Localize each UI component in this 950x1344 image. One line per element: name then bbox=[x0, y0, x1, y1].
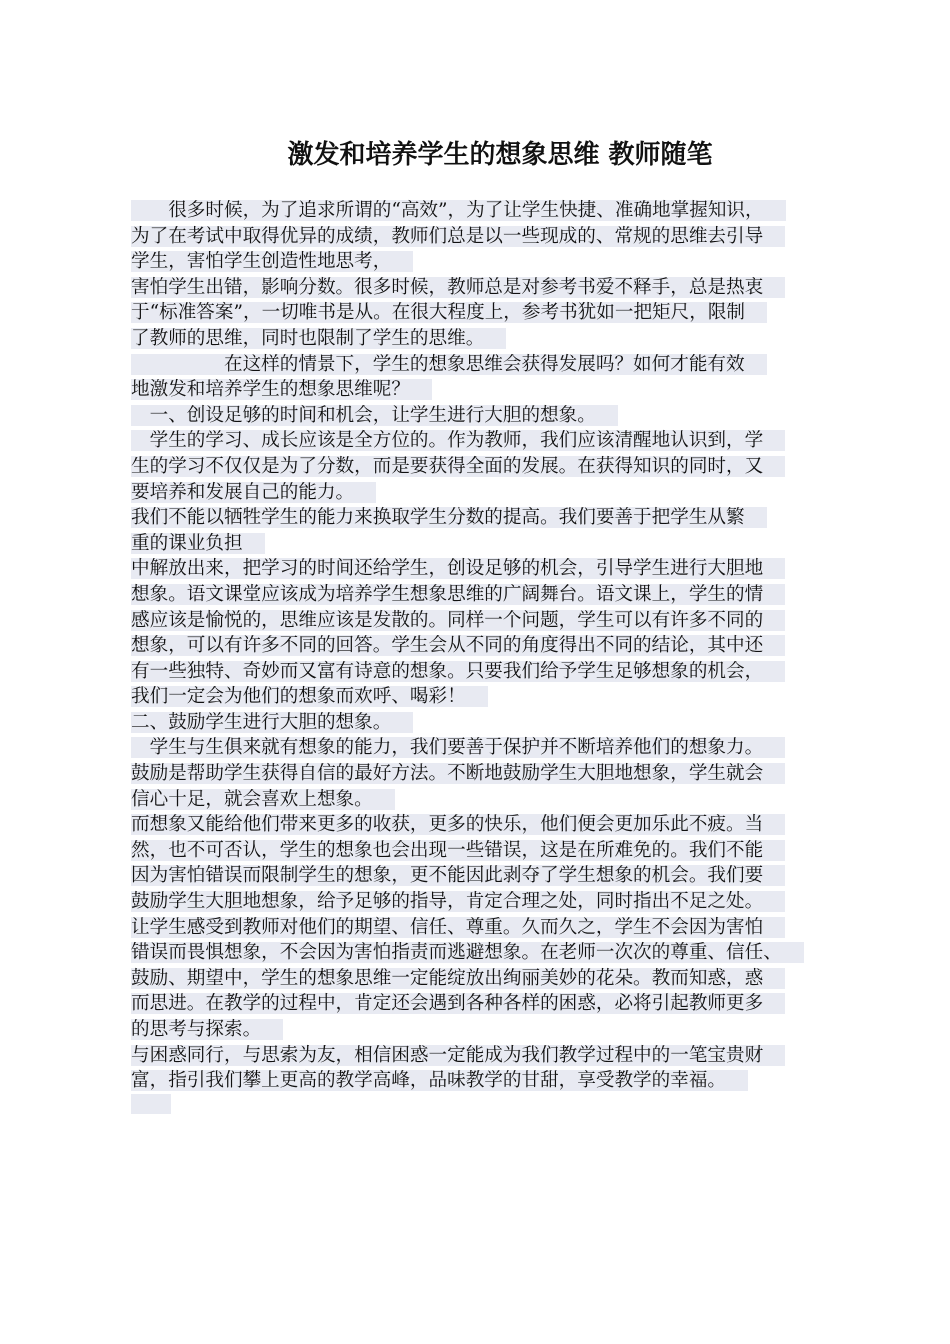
text-line: 我们不能以牺牲学生的能力来换取学生分数的提高。我们要善于把学生从繁 bbox=[131, 505, 851, 531]
text-line: 学生，害怕学生创造性地思考， bbox=[131, 249, 851, 275]
text-line: 了教师的思维，同时也限制了学生的思维。 bbox=[131, 326, 851, 352]
text-line: 想象。语文课堂应该成为培养学生想象思维的广阔舞台。语文课上，学生的情 bbox=[131, 582, 851, 608]
text-line: 而思进。在教学的过程中，肯定还会遇到各种各样的困惑，必将引起教师更多 bbox=[131, 991, 851, 1017]
text-line: 错误而畏惧想象，不会因为害怕指责而逃避想象。在老师一次次的尊重、信任、 bbox=[131, 940, 851, 966]
text-line: 于“标准答案”，一切唯书是从。在很大程度上，参考书犹如一把矩尺，限制 bbox=[131, 300, 851, 326]
text-line: 学生与生俱来就有想象的能力，我们要善于保护并不断培养他们的想象力。 bbox=[131, 735, 851, 761]
text-line: 为了在考试中取得优异的成绩，教师们总是以一些现成的、常规的思维去引导 bbox=[131, 224, 851, 250]
text-line: 与困惑同行，与思索为友，相信困惑一定能成为我们教学过程中的一笔宝贵财 bbox=[131, 1043, 851, 1069]
text-line: 感应该是愉悦的，思维应该是发散的。同样一个问题，学生可以有许多不同的 bbox=[131, 608, 851, 634]
text-line: 在这样的情景下，学生的想象思维会获得发展吗？如何才能有效 bbox=[131, 352, 851, 378]
text-line: 因为害怕错误而限制学生的想象，更不能因此剥夺了学生想象的机会。我们要 bbox=[131, 863, 851, 889]
text-line: 生的学习不仅仅是为了分数，而是要获得全面的发展。在获得知识的同时，又 bbox=[131, 454, 851, 480]
text-line: 地激发和培养学生的想象思维呢？ bbox=[131, 377, 851, 403]
text-line: 鼓励是帮助学生获得自信的最好方法。不断地鼓励学生大胆地想象，学生就会 bbox=[131, 761, 851, 787]
text-line: 然，也不可否认，学生的想象也会出现一些错误，这是在所难免的。我们不能 bbox=[131, 838, 851, 864]
text-line: 而想象又能给他们带来更多的收获，更多的快乐，他们便会更加乐此不疲。当 bbox=[131, 812, 851, 838]
text-line: 让学生感受到教师对他们的期望、信任、尊重。久而久之，学生不会因为害怕 bbox=[131, 915, 851, 941]
text-line: 中解放出来，把学习的时间还给学生，创设足够的机会，引导学生进行大胆地 bbox=[131, 556, 851, 582]
text-line: 我们一定会为他们的想象而欢呼、喝彩！ bbox=[131, 684, 851, 710]
page-title: 激发和培养学生的想象思维 教师随笔 bbox=[287, 140, 713, 170]
empty-highlight-line bbox=[131, 1094, 171, 1114]
text-line: 鼓励、期望中，学生的想象思维一定能绽放出绚丽美妙的花朵。教而知惑，惑 bbox=[131, 966, 851, 992]
text-line: 鼓励学生大胆地想象，给予足够的指导，肯定合理之处，同时指出不足之处。 bbox=[131, 889, 851, 915]
text-line: 重的课业负担 bbox=[131, 531, 851, 557]
text-line: 一、创设足够的时间和机会，让学生进行大胆的想象。 bbox=[131, 403, 851, 429]
text-line: 要培养和发展自己的能力。 bbox=[131, 480, 851, 506]
text-line: 二、鼓励学生进行大胆的想象。 bbox=[131, 710, 851, 736]
text-line: 的思考与探索。 bbox=[131, 1017, 851, 1043]
text-line: 富，指引我们攀上更高的教学高峰，品味教学的甘甜，享受教学的幸福。 bbox=[131, 1068, 851, 1094]
text-line: 害怕学生出错，影响分数。很多时候，教师总是对参考书爱不释手，总是热衷 bbox=[131, 275, 851, 301]
body-text bbox=[131, 198, 851, 1114]
text-line: 学生的学习、成长应该是全方位的。作为教师，我们应该清醒地认识到，学 bbox=[131, 428, 851, 454]
text-line: 很多时候，为了追求所谓的“高效”，为了让学生快捷、准确地掌握知识， bbox=[131, 198, 851, 224]
text-line: 想象，可以有许多不同的回答。学生会从不同的角度得出不同的结论，其中还 bbox=[131, 633, 851, 659]
text-line: 有一些独特、奇妙而又富有诗意的想象。只要我们给予学生足够想象的机会， bbox=[131, 659, 851, 685]
text-line: 信心十足，就会喜欢上想象。 bbox=[131, 787, 851, 813]
